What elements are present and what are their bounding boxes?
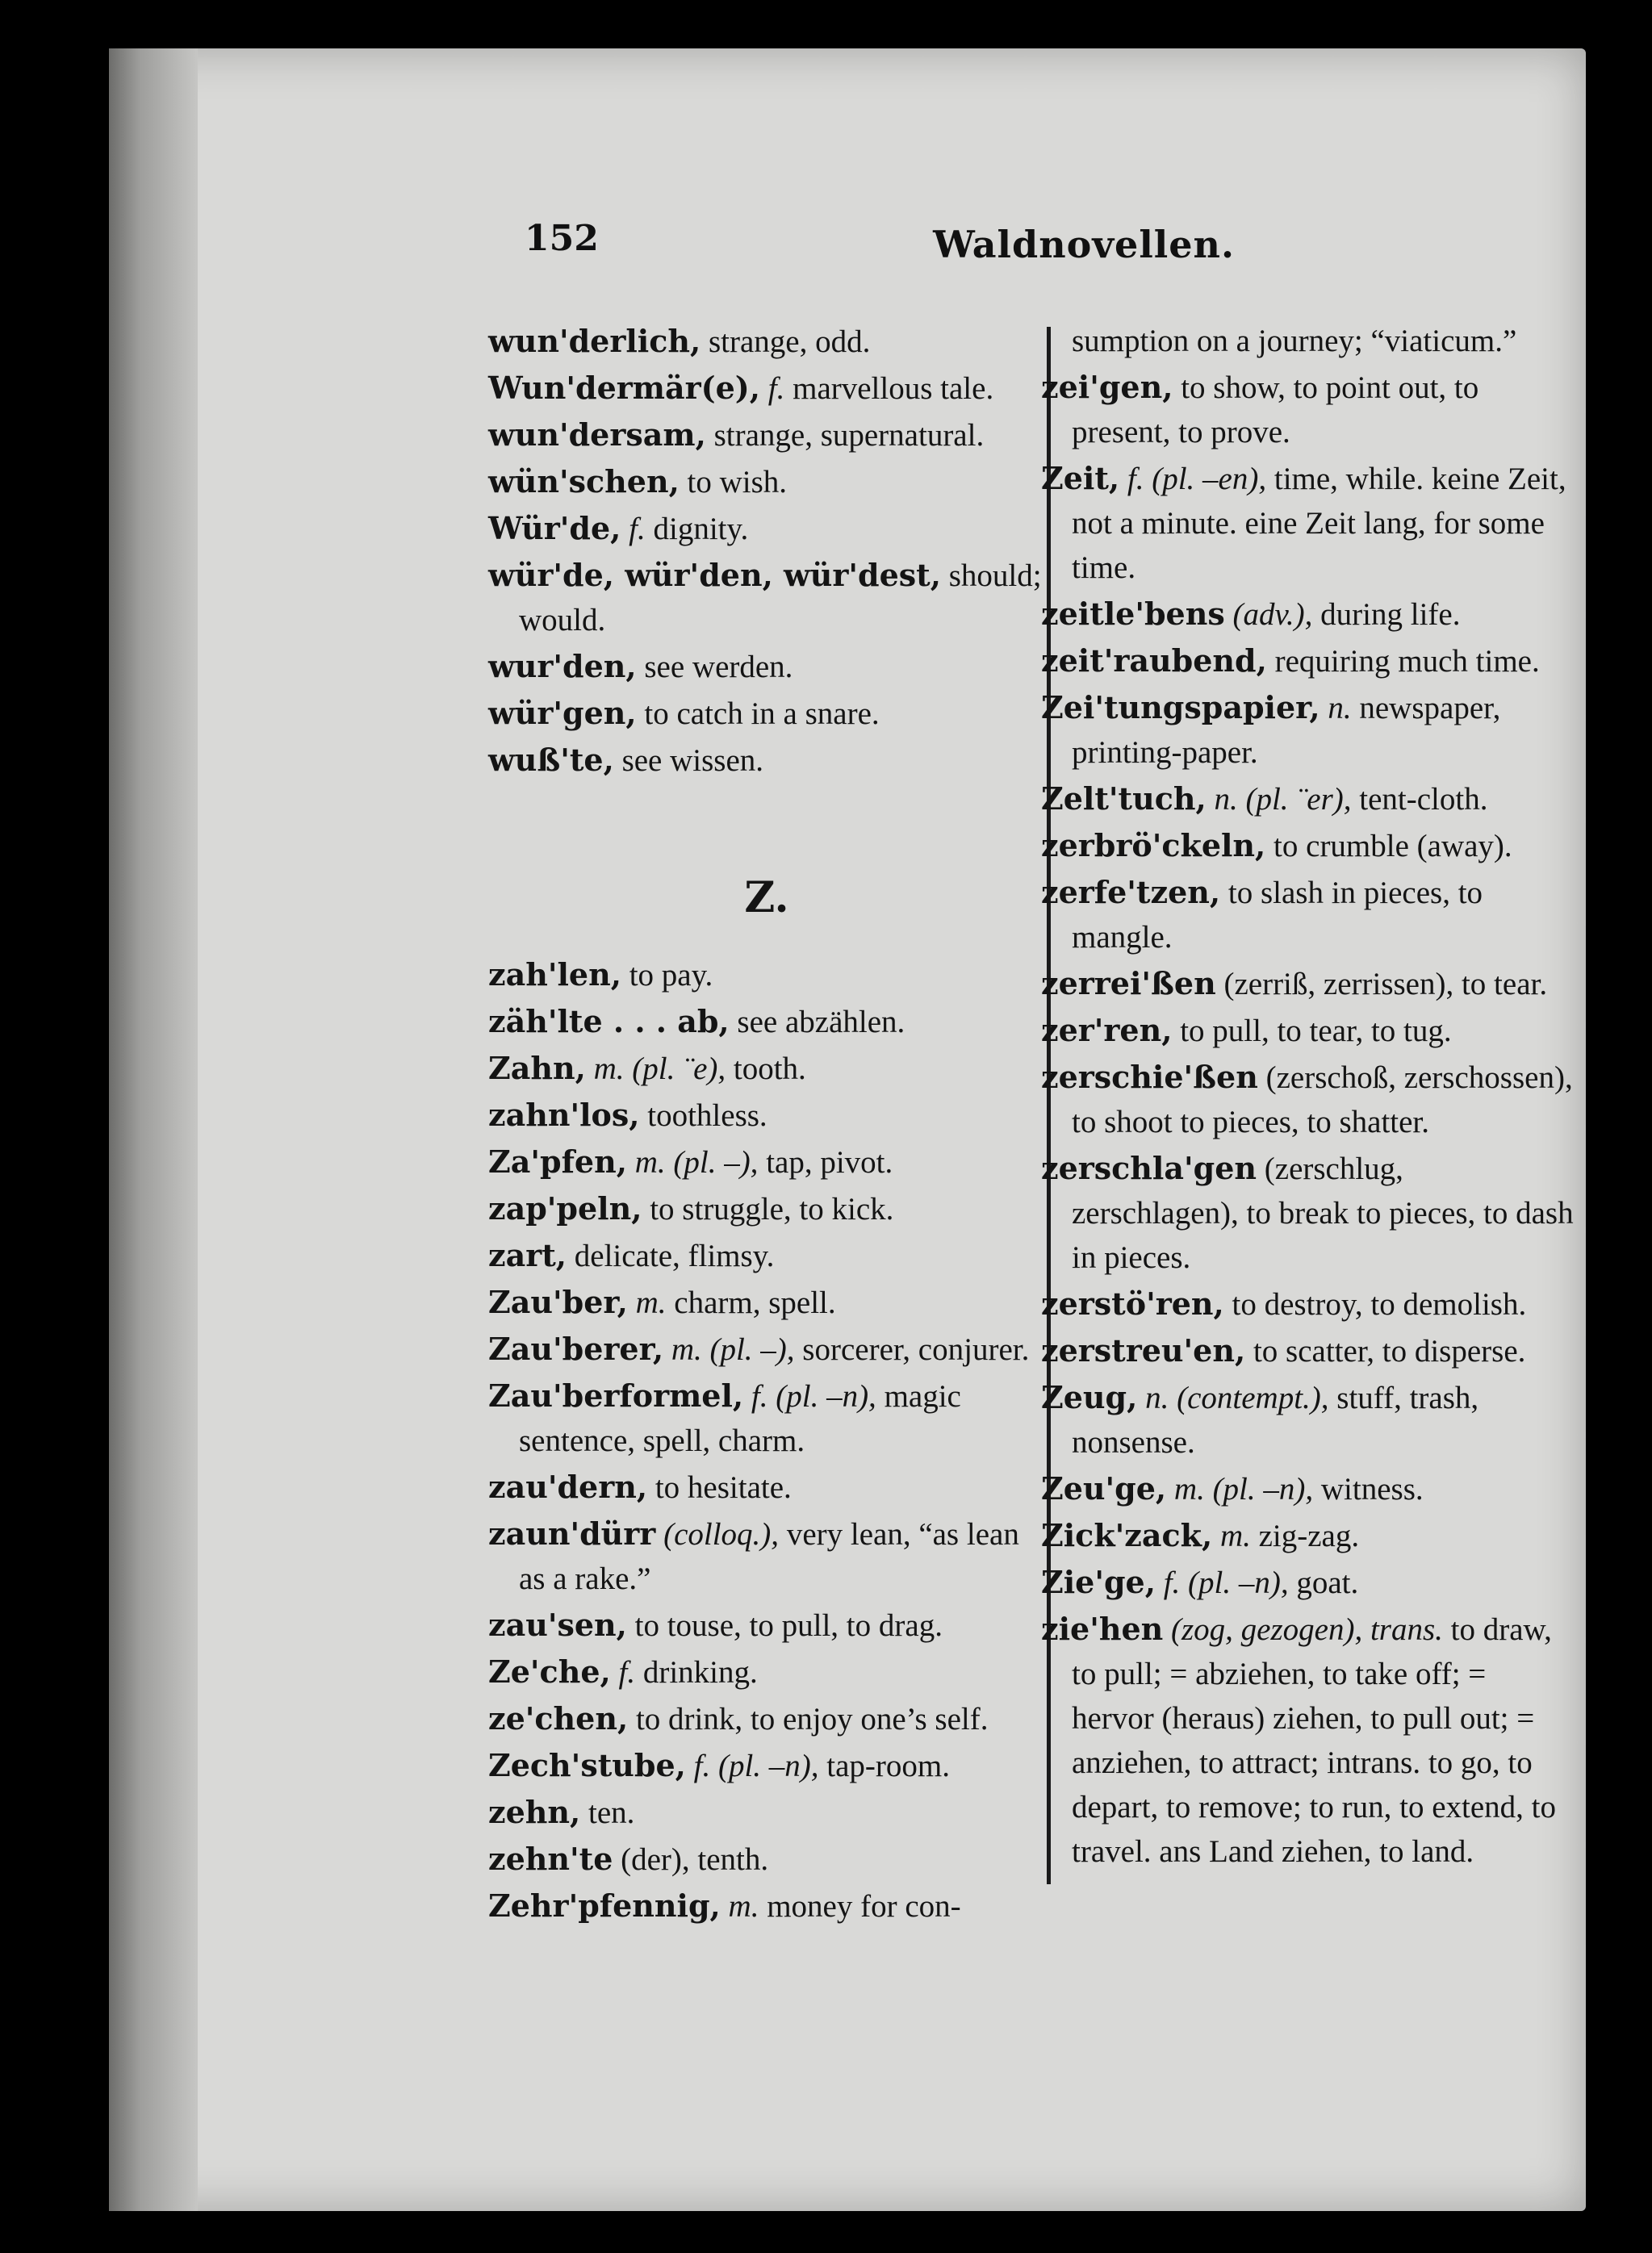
headword: zeit'raubend,	[1041, 642, 1267, 679]
definition: (zerriß, zerrissen), to tear.	[1223, 967, 1548, 1001]
definition: to drink, to enjoy one’s self.	[635, 1702, 989, 1737]
page-header	[525, 218, 1235, 274]
definition: sorcerer, conjurer.	[802, 1332, 1030, 1367]
definition: time, while. keine Zeit, not a minute. eine Zeit lang, for some time.	[1072, 462, 1566, 585]
definition: marvellous tale.	[793, 371, 994, 406]
definition: to crumble (away).	[1274, 829, 1512, 863]
grammar-note: f. (pl. –en),	[1127, 462, 1267, 496]
definition: see wissen.	[621, 743, 764, 778]
definition: strange, supernatural.	[713, 418, 985, 453]
headword: zah'len,	[488, 956, 621, 993]
dictionary-entry	[488, 952, 1045, 997]
dictionary-entry	[1041, 870, 1574, 959]
dictionary-entry	[1041, 1055, 1574, 1144]
headword: zei'gen,	[1041, 369, 1173, 405]
definition: to destroy, to demolish.	[1232, 1287, 1527, 1322]
dictionary-entry	[488, 1649, 1045, 1695]
right-column	[1041, 319, 1574, 1875]
grammar-note: m. (pl. –n),	[1173, 1472, 1314, 1507]
entries-w	[488, 319, 1045, 783]
dictionary-entry	[488, 1837, 1045, 1882]
definition: tent-cloth.	[1359, 782, 1488, 817]
dictionary-entry	[1041, 1466, 1574, 1511]
dictionary-entry	[488, 999, 1045, 1044]
definition: to show, to point out, to present, to prove.	[1072, 370, 1479, 449]
dictionary-entry	[1041, 1281, 1574, 1327]
running-head: Waldnovellen.	[933, 223, 1235, 266]
entries-right	[1041, 365, 1574, 1874]
definition: to wish.	[687, 465, 788, 500]
grammar-note: m.	[1219, 1519, 1251, 1553]
headword: Zie'ge,	[1041, 1564, 1156, 1600]
dictionary-entry	[488, 1883, 1045, 1929]
grammar-note: (colloq.),	[663, 1517, 780, 1552]
dictionary-entry	[488, 366, 1045, 411]
dictionary-entry	[488, 1280, 1045, 1325]
dictionary-entry	[488, 1093, 1045, 1138]
definition: stuff, trash, nonsense.	[1072, 1381, 1479, 1460]
definition: tap, pivot.	[766, 1145, 893, 1180]
headword: Zeug,	[1041, 1379, 1138, 1415]
headword: Zeit,	[1041, 460, 1120, 496]
dictionary-entry	[488, 1511, 1045, 1601]
definition: goat.	[1296, 1565, 1359, 1600]
dictionary-entry	[1041, 776, 1574, 821]
headword: zerstö'ren,	[1041, 1285, 1224, 1322]
definition: see werden.	[644, 650, 793, 684]
definition: zig-zag.	[1258, 1519, 1360, 1553]
headword: Wür'de,	[488, 510, 621, 546]
grammar-note: f. (pl. –n),	[751, 1379, 876, 1414]
dictionary-entry	[488, 1743, 1045, 1788]
grammar-note: f. (pl. –n),	[693, 1749, 819, 1783]
grammar-note: f.	[618, 1655, 636, 1690]
dictionary-entry	[1041, 456, 1574, 590]
grammar-note: (zog, gezogen), trans.	[1171, 1612, 1443, 1647]
dictionary-entry	[488, 1603, 1045, 1648]
grammar-note: m. (pl. ¨e),	[593, 1051, 726, 1086]
headword: Zelt'tuch,	[1041, 780, 1207, 817]
grammar-note: f. (pl. –n),	[1163, 1565, 1289, 1600]
definition: to slash in pieces, to mangle.	[1072, 876, 1483, 955]
headword: zehn'te	[488, 1841, 613, 1877]
definition: newspaper, printing-paper.	[1072, 691, 1501, 770]
left-column	[488, 319, 1045, 1930]
dictionary-entry	[488, 506, 1045, 551]
headword: zau'sen,	[488, 1607, 627, 1643]
dictionary-entry	[1041, 685, 1574, 775]
headword: zerfe'tzen,	[1041, 874, 1221, 910]
headword: Zeu'ge,	[1041, 1470, 1167, 1507]
definition: to touse, to pull, to drag.	[634, 1608, 943, 1643]
definition: see abzählen.	[737, 1005, 905, 1039]
headword: zäh'lte . . . ab,	[488, 1003, 730, 1039]
headword: wun'dersam,	[488, 416, 706, 453]
dictionary-entry	[1041, 823, 1574, 868]
headword: wur'den,	[488, 648, 637, 684]
definition: very lean, “as lean as a rake.”	[519, 1517, 1019, 1596]
dictionary-entry	[1041, 365, 1574, 454]
page-number: 152	[525, 218, 599, 259]
grammar-note: (adv.),	[1232, 597, 1313, 632]
dictionary-entry	[488, 1046, 1045, 1091]
continuation-text: sumption on a journey; “viaticum.”	[1072, 324, 1517, 358]
headword: wür'gen,	[488, 695, 637, 731]
definition: tap-room.	[826, 1749, 950, 1783]
definition: delicate, flimsy.	[574, 1239, 775, 1273]
definition: magic sentence, spell, charm.	[519, 1379, 961, 1458]
entries-z	[488, 952, 1045, 1929]
headword: zie'hen	[1041, 1611, 1164, 1647]
headword: Zau'berformel,	[488, 1377, 744, 1414]
dictionary-entry	[1041, 1375, 1574, 1465]
section-letter: Z.	[744, 873, 789, 922]
grammar-note: f.	[767, 371, 785, 406]
headword: Ze'che,	[488, 1653, 611, 1690]
headword: zer'ren,	[1041, 1012, 1173, 1048]
grammar-note: f.	[629, 512, 646, 546]
page-edge-shadow	[109, 48, 198, 2211]
dictionary-entry	[488, 1465, 1045, 1510]
dictionary-entry	[488, 1186, 1045, 1231]
dictionary-entry	[488, 412, 1045, 458]
dictionary-entry	[1041, 1146, 1574, 1280]
headword: zeitle'bens	[1041, 596, 1225, 632]
headword: Wun'dermär(e),	[488, 370, 761, 406]
dictionary-entry	[1041, 1328, 1574, 1373]
definition: toothless.	[647, 1098, 767, 1133]
headword: Zei'tungspapier,	[1041, 689, 1320, 725]
definition: tooth.	[733, 1051, 806, 1086]
dictionary-entry	[488, 553, 1045, 642]
headword: Zau'berer,	[488, 1331, 664, 1367]
definition: during life.	[1320, 597, 1461, 632]
headword: zap'peln,	[488, 1190, 642, 1227]
dictionary-entry	[488, 319, 1045, 364]
headword: zerschla'gen	[1041, 1150, 1257, 1186]
grammar-note: m.	[728, 1889, 759, 1924]
definition: charm, spell.	[674, 1285, 836, 1320]
dictionary-entry	[488, 738, 1045, 783]
dictionary-entry	[488, 691, 1045, 736]
dictionary-entry	[1041, 1008, 1574, 1053]
headword: Za'pfen,	[488, 1143, 627, 1180]
dictionary-entry	[1041, 591, 1574, 637]
headword: Zehr'pfennig,	[488, 1887, 721, 1924]
definition: to struggle, to kick.	[650, 1192, 894, 1227]
headword: zerbrö'ckeln,	[1041, 827, 1266, 863]
dictionary-entry	[488, 644, 1045, 689]
grammar-note: m.	[635, 1285, 667, 1320]
definition: dignity.	[653, 512, 749, 546]
headword: zahn'los,	[488, 1097, 640, 1133]
definition: to pull, to tear, to tug.	[1180, 1014, 1452, 1048]
dictionary-entry	[1041, 1607, 1574, 1874]
dictionary-entry	[1041, 961, 1574, 1006]
dictionary-entry	[488, 1696, 1045, 1741]
headword: zart,	[488, 1237, 567, 1273]
headword: Zech'stube,	[488, 1747, 686, 1783]
headword: Zau'ber,	[488, 1284, 628, 1320]
grammar-note: n. (pl. ¨er),	[1214, 782, 1352, 817]
grammar-note: n. (contempt.),	[1145, 1381, 1329, 1415]
definition: drinking.	[642, 1655, 758, 1690]
grammar-note: n.	[1328, 691, 1352, 725]
headword: zerschie'ßen	[1041, 1059, 1258, 1095]
grammar-note: m. (pl. –),	[671, 1332, 795, 1367]
dictionary-entry	[488, 459, 1045, 504]
headword: wür'de, wür'den, wür'dest,	[488, 557, 941, 593]
dictionary-entry	[488, 1327, 1045, 1372]
definition: witness.	[1320, 1472, 1424, 1507]
headword: zerrei'ßen	[1041, 965, 1216, 1001]
headword: wuß'te,	[488, 742, 614, 778]
definition: requiring much time.	[1274, 644, 1540, 679]
headword: Zahn,	[488, 1050, 586, 1086]
headword: zaun'dürr	[488, 1515, 656, 1552]
definition: to catch in a snare.	[644, 696, 880, 731]
dictionary-entry	[1041, 638, 1574, 683]
headword: wun'derlich,	[488, 323, 701, 359]
dictionary-entry	[1041, 1560, 1574, 1605]
dictionary-entry	[488, 1790, 1045, 1835]
definition: to pay.	[629, 958, 713, 993]
definition: strange, odd.	[709, 324, 871, 359]
definition: to scatter, to disperse.	[1253, 1334, 1526, 1369]
headword: zerstreu'en,	[1041, 1332, 1246, 1369]
definition: money for con-	[767, 1889, 961, 1924]
headword: zau'dern,	[488, 1469, 648, 1505]
definition: should; would.	[519, 558, 1042, 637]
definition: to draw, to pull; = abziehen, to take off; = hervor (heraus) ziehen, to pull out; = anziehen, to attract; intrans. to go, to depart, to remove; to run, to extend, to travel. ans Land ziehen, to land.	[1072, 1612, 1557, 1869]
dictionary-entry	[488, 1233, 1045, 1278]
headword: ze'chen,	[488, 1700, 629, 1737]
definition: (zerschoß, zerschossen), to shoot to pieces, to shatter.	[1072, 1060, 1573, 1139]
headword: wün'schen,	[488, 463, 680, 500]
headword: zehn,	[488, 1794, 581, 1830]
definition: (der), tenth.	[621, 1842, 769, 1877]
definition: (zerschlug, zerschlagen), to break to pieces, to dash in pieces.	[1072, 1152, 1574, 1275]
dictionary-entry	[488, 1373, 1045, 1463]
dictionary-entry	[1041, 1513, 1574, 1558]
definition: ten.	[588, 1795, 635, 1830]
dictionary-entry	[488, 1139, 1045, 1185]
definition: to hesitate.	[655, 1470, 792, 1505]
grammar-note: m. (pl. –),	[634, 1145, 759, 1180]
headword: Zick'zack,	[1041, 1517, 1213, 1553]
